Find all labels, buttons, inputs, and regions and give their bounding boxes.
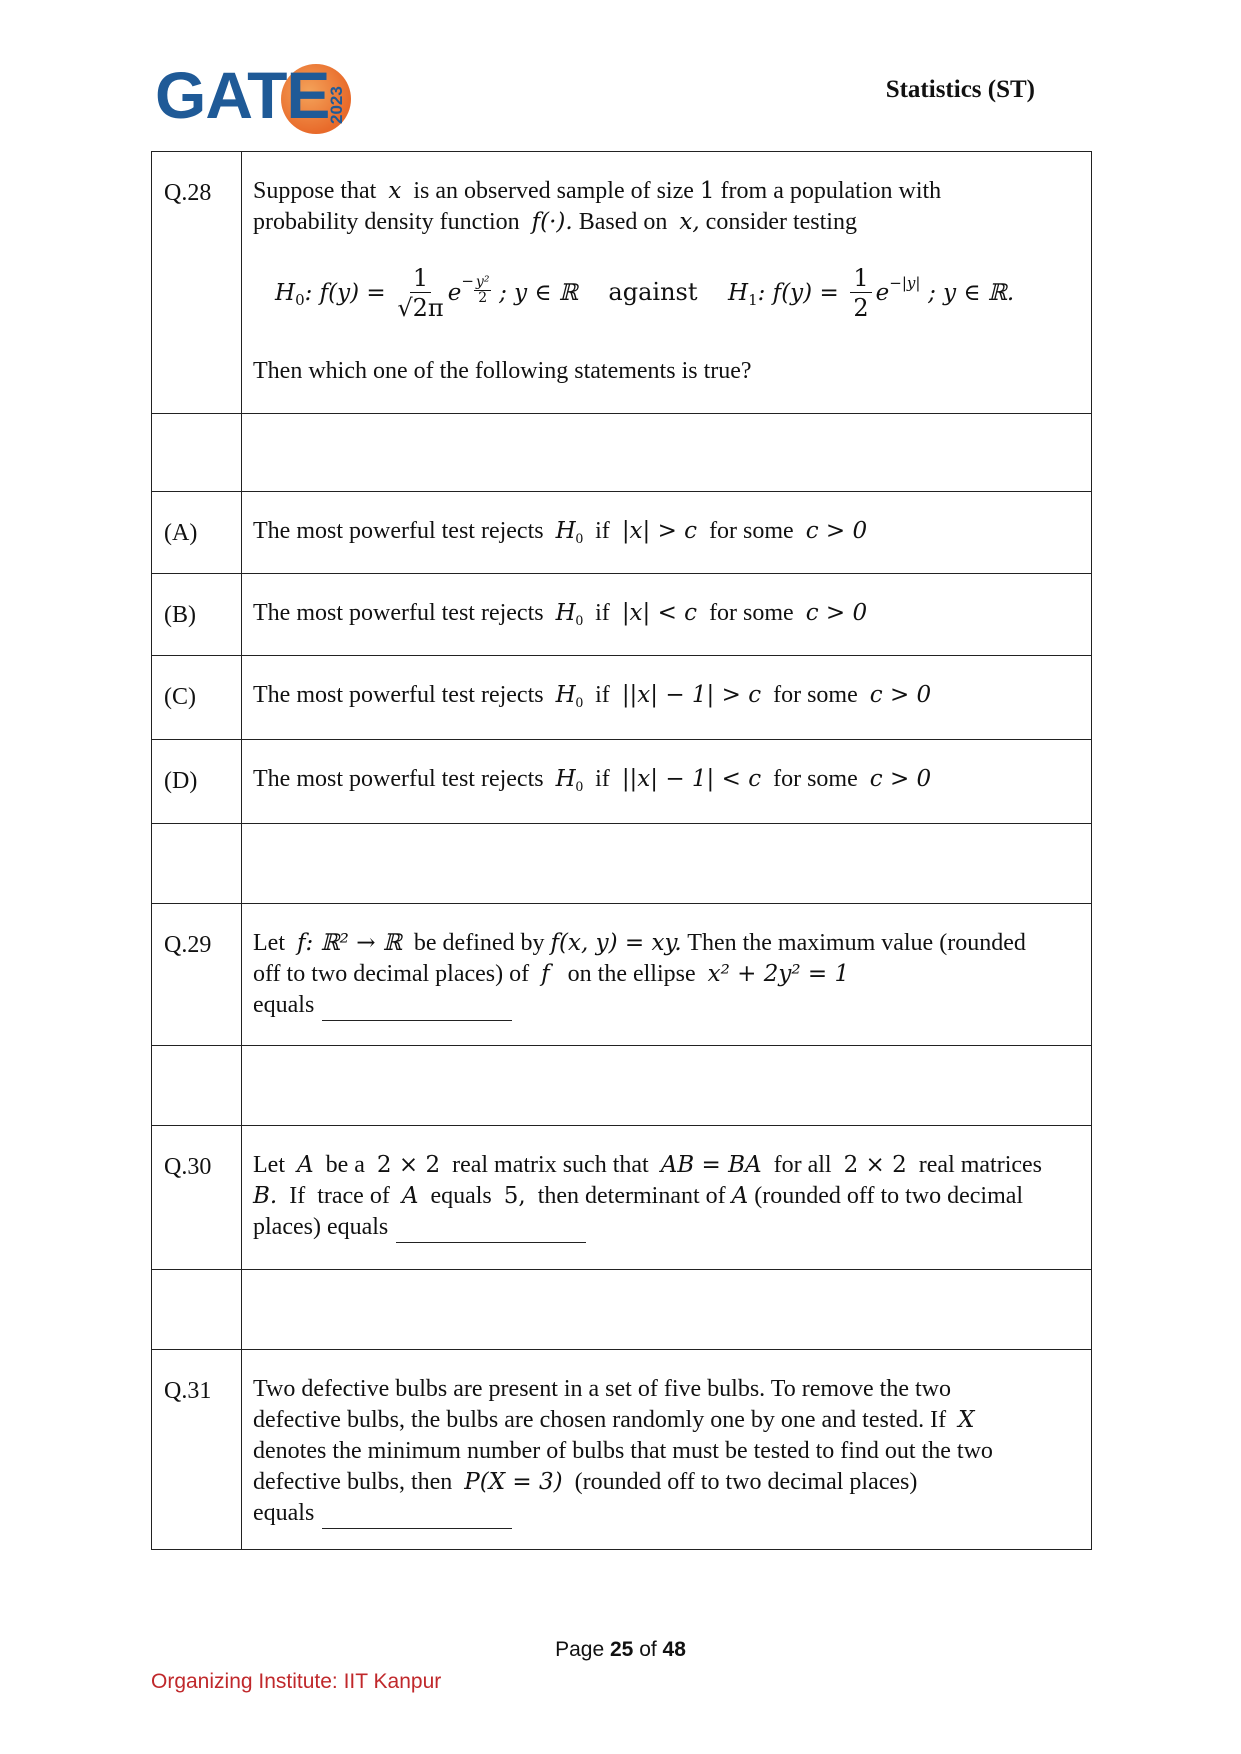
spacer-row (152, 1270, 1092, 1350)
question-label: Q.31 (152, 1350, 242, 1550)
h0-exponent: $\frac{\text{y²}}{2}$ (475, 274, 490, 306)
question-row-28 (152, 152, 1092, 414)
question-body-31: Two defective bulbs are present in a set of five bulbs. To remove the two defective bulbs, the bulbs are chosen randomly one by one and tested. If X denotes the minimum number of bulbs that must be tested to find out the two defective bulbs, then P(X = 3) (rounded off to two decimal places) equals (242, 1350, 1092, 1550)
organizing-institute: Organizing Institute: IIT Kanpur (151, 1670, 442, 1693)
answer-blank[interactable] (322, 1506, 512, 1529)
paper-title: Statistics (ST) (885, 76, 1035, 103)
gate-logo (155, 60, 360, 140)
option-row-c (152, 656, 1092, 740)
question-label: Q.28 (152, 152, 242, 414)
option-text: The most powerful test rejects $H_0$ if |x| > c for some c > 0 (242, 492, 1092, 574)
q28-question: Then which one of the following statements is true? (253, 358, 752, 384)
option-row-b (152, 574, 1092, 656)
question-body-28 (242, 152, 1092, 414)
question-label: Q.30 (152, 1126, 242, 1270)
logo-year: 2023 (327, 86, 346, 124)
spacer-row (152, 1046, 1092, 1126)
question-label: Q.29 (152, 904, 242, 1046)
q28-line2: probability density function f(·). Based on x, consider testing (253, 209, 857, 235)
question-row-29 (152, 904, 1092, 1046)
page-number: Page 25 of 48 (555, 1638, 686, 1661)
option-text: The most powerful test rejects $H_0$ if ||x| − 1| > c for some c > 0 (242, 656, 1092, 740)
logo-text: GATE (155, 58, 330, 132)
answer-blank[interactable] (322, 998, 512, 1021)
hypotheses: $H_0$: f(y) = $\frac{1}{√2\pi}$ e− $\frac{\text{y²}}{2}$ ; y ∈ ℝ against $H_1$: f(y) = $\frac{1}{2}$ $e^{-|y|}$ ; y ∈ ℝ. (275, 264, 1015, 322)
question-table (151, 151, 1092, 1550)
question-row-31 (152, 1350, 1092, 1550)
option-row-a (152, 492, 1092, 574)
h0-fraction: $\frac{1}{√2\pi}$ (397, 264, 444, 322)
option-label: (B) (152, 574, 242, 656)
question-row-30 (152, 1126, 1092, 1270)
option-text: The most powerful test rejects $H_0$ if ||x| − 1| < c for some c > 0 (242, 740, 1092, 824)
option-label: (A) (152, 492, 242, 574)
question-body-29: Let f: ℝ² → ℝ be defined by f(x, y) = xy. Then the maximum value (rounded off to two decimal places) of f on the ellipse x² + 2y² = 1 equals (242, 904, 1092, 1046)
option-label: (C) (152, 656, 242, 740)
spacer-row (152, 824, 1092, 904)
q28-line1: Suppose that x is an observed sample of size 1 from a population with (253, 178, 942, 204)
answer-blank[interactable] (396, 1220, 586, 1243)
option-label: (D) (152, 740, 242, 824)
h1-fraction: $\frac{1}{2}$ (850, 264, 871, 323)
question-body-30: Let A be a 2 × 2 real matrix such that AB = BA for all 2 × 2 real matrices B. If trace of A equals 5, then determinant of A (rounded off to two decimal places) equals (242, 1126, 1092, 1270)
spacer-row (152, 414, 1092, 492)
option-row-d (152, 740, 1092, 824)
option-text: The most powerful test rejects $H_0$ if |x| < c for some c > 0 (242, 574, 1092, 656)
